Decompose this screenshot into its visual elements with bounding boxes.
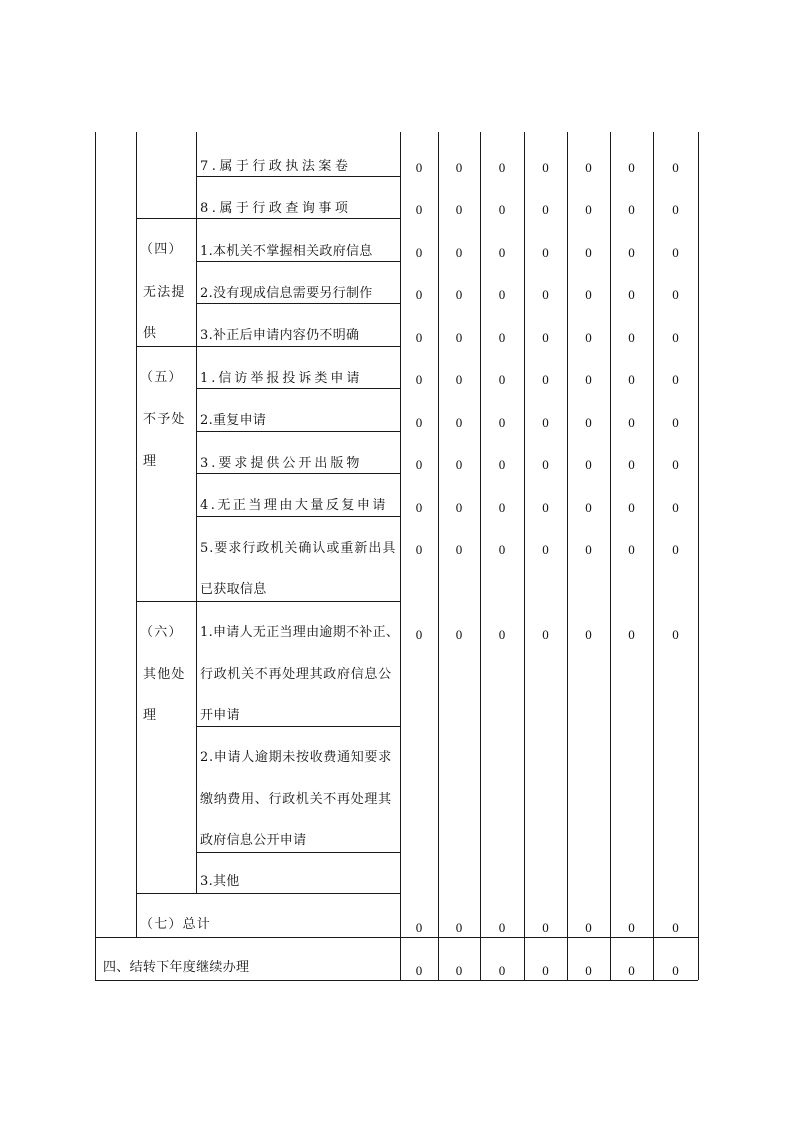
- value-cell: 0: [415, 920, 423, 935]
- value-cell: 0: [542, 287, 549, 302]
- value-cell: 0: [542, 415, 549, 430]
- value-cell: 0: [585, 457, 592, 472]
- values-row: [400, 542, 698, 558]
- values-row: [400, 245, 698, 261]
- value-cell: 0: [585, 627, 592, 642]
- value-cell: 0: [498, 920, 506, 935]
- carry-over-label: 四、结转下年度继续办理: [103, 960, 250, 975]
- section-heading: 不予处: [143, 412, 186, 427]
- value-cell: 0: [585, 202, 592, 217]
- value-cell: 0: [628, 372, 635, 387]
- values-row: [400, 330, 698, 346]
- value-cell: 0: [415, 330, 423, 345]
- values-row: [400, 287, 698, 303]
- value-cell: 0: [585, 287, 592, 302]
- total-label: （七）总计: [140, 917, 212, 932]
- value-cell: 0: [455, 963, 463, 978]
- table-rule: [196, 852, 400, 853]
- value-cell: 0: [628, 542, 635, 557]
- value-cell: 0: [415, 160, 423, 175]
- table-rule: [196, 473, 400, 474]
- item-label: 3.其他: [200, 874, 240, 889]
- section-heading: 理: [143, 708, 158, 723]
- value-cell: 0: [628, 627, 635, 642]
- value-cell: 0: [628, 330, 635, 345]
- section-heading: 供: [143, 326, 158, 341]
- value-cell: 0: [498, 457, 506, 472]
- table-rule: [196, 261, 400, 262]
- table-rule: [136, 601, 400, 602]
- value-cell: 0: [498, 963, 506, 978]
- item-label: 已获取信息: [200, 582, 267, 597]
- values-row: [400, 457, 698, 473]
- values-row: [400, 372, 698, 388]
- table-rule: [196, 431, 400, 432]
- values-row: [400, 627, 698, 643]
- value-cell: 0: [498, 160, 506, 175]
- value-cell: 0: [455, 920, 463, 935]
- value-cell: 0: [672, 457, 679, 472]
- table-border-left: [95, 132, 96, 980]
- table-rule: [196, 176, 400, 177]
- value-cell: 0: [585, 500, 592, 515]
- value-cell: 0: [455, 160, 463, 175]
- section-heading: 理: [143, 454, 158, 469]
- value-cell: 0: [415, 287, 423, 302]
- value-cell: 0: [542, 245, 549, 260]
- value-cell: 0: [455, 500, 463, 515]
- item-label: 2.重复申请: [200, 413, 267, 428]
- table-border-right: [698, 132, 699, 980]
- table-border-bottom: [95, 980, 698, 981]
- value-cell: 0: [498, 245, 506, 260]
- value-cell: 0: [455, 245, 463, 260]
- value-cell: 0: [585, 330, 592, 345]
- value-cell: 0: [585, 160, 592, 175]
- values-row: [400, 202, 698, 218]
- table-rule: [136, 218, 400, 219]
- value-cell: 0: [672, 627, 679, 642]
- value-cell: 0: [628, 415, 635, 430]
- value-cell: 0: [415, 372, 423, 387]
- value-cell: 0: [628, 160, 635, 175]
- value-cell: 0: [672, 415, 679, 430]
- item-label: 行政机关不再处理其政府信息公: [200, 667, 392, 682]
- item-label: 政府信息公开申请: [200, 833, 307, 848]
- item-label: 1.信访举报投诉类申请: [200, 371, 363, 386]
- value-cell: 0: [415, 500, 423, 515]
- item-label: 8.属于行政查询事项: [200, 201, 352, 216]
- item-label: 缴纳费用、行政机关不再处理其: [200, 792, 392, 807]
- item-label: 2.没有现成信息需要另行制作: [200, 286, 373, 301]
- value-cell: 0: [628, 287, 635, 302]
- value-cell: 0: [542, 500, 549, 515]
- value-cell: 0: [455, 627, 463, 642]
- value-cell: 0: [542, 963, 549, 978]
- table-rule: [196, 726, 400, 727]
- value-cell: 0: [542, 372, 549, 387]
- value-cell: 0: [498, 202, 506, 217]
- item-label: 1.本机关不掌握相关政府信息: [200, 244, 373, 259]
- value-cell: 0: [415, 245, 423, 260]
- value-cell: 0: [415, 542, 423, 557]
- value-cell: 0: [585, 372, 592, 387]
- value-cell: 0: [542, 160, 549, 175]
- value-cell: 0: [498, 372, 506, 387]
- values-row: [400, 500, 698, 516]
- value-cell: 0: [628, 245, 635, 260]
- value-cell: 0: [542, 920, 549, 935]
- value-cell: 0: [628, 457, 635, 472]
- value-cell: 0: [498, 627, 506, 642]
- value-cell: 0: [498, 287, 506, 302]
- value-cell: 0: [628, 202, 635, 217]
- value-cell: 0: [455, 372, 463, 387]
- value-cell: 0: [628, 963, 635, 978]
- value-cell: 0: [415, 963, 423, 978]
- values-row: [400, 920, 698, 936]
- value-cell: 0: [672, 330, 679, 345]
- section-heading: 无法提: [143, 285, 186, 300]
- value-cell: 0: [455, 287, 463, 302]
- value-cell: 0: [455, 202, 463, 217]
- value-cell: 0: [498, 415, 506, 430]
- value-cell: 0: [628, 500, 635, 515]
- table-rule: [196, 132, 197, 893]
- value-cell: 0: [628, 920, 635, 935]
- item-label: 4.无正当理由大量反复申请: [200, 498, 388, 513]
- value-cell: 0: [415, 457, 423, 472]
- table-rule: [136, 132, 137, 937]
- value-cell: 0: [672, 963, 679, 978]
- value-cell: 0: [672, 542, 679, 557]
- values-row: [400, 160, 698, 176]
- value-cell: 0: [498, 500, 506, 515]
- item-label: 7.属于行政执法案卷: [200, 159, 352, 174]
- value-cell: 0: [455, 457, 463, 472]
- table-rule: [196, 303, 400, 304]
- value-cell: 0: [585, 245, 592, 260]
- value-cell: 0: [672, 372, 679, 387]
- table-rule: [95, 937, 698, 938]
- section-heading: （五）: [140, 370, 183, 385]
- item-label: 3.要求提供公开出版物: [200, 456, 363, 471]
- table-rule: [196, 388, 400, 389]
- table-rule: [196, 516, 400, 517]
- value-cell: 0: [498, 330, 506, 345]
- value-cell: 0: [415, 627, 423, 642]
- section-heading: 其他处: [143, 667, 186, 682]
- value-cell: 0: [672, 202, 679, 217]
- value-cell: 0: [542, 627, 549, 642]
- table-rule: [136, 346, 400, 347]
- value-cell: 0: [498, 542, 506, 557]
- value-cell: 0: [672, 500, 679, 515]
- value-cell: 0: [455, 415, 463, 430]
- item-label: 5.要求行政机关确认或重新出具: [200, 541, 397, 556]
- value-cell: 0: [455, 542, 463, 557]
- item-label: 1.申请人无正当理由逾期不补正、: [200, 625, 400, 640]
- values-row: [400, 415, 698, 431]
- value-cell: 0: [415, 415, 423, 430]
- item-label: 3.补正后申请内容仍不明确: [200, 328, 360, 343]
- value-cell: 0: [585, 963, 592, 978]
- value-cell: 0: [672, 287, 679, 302]
- value-cell: 0: [672, 160, 679, 175]
- item-label: 开申请: [200, 708, 240, 723]
- value-cell: 0: [415, 202, 423, 217]
- table-rule: [136, 893, 400, 894]
- value-cell: 0: [542, 457, 549, 472]
- value-cell: 0: [542, 330, 549, 345]
- value-cell: 0: [672, 920, 679, 935]
- section-heading: （六）: [140, 625, 183, 640]
- value-cell: 0: [542, 202, 549, 217]
- value-cell: 0: [455, 330, 463, 345]
- value-cell: 0: [672, 245, 679, 260]
- value-cell: 0: [585, 542, 592, 557]
- section-heading: （四）: [140, 242, 183, 257]
- item-label: 2.申请人逾期未按收费通知要求: [200, 750, 392, 765]
- values-row: [400, 963, 698, 979]
- value-cell: 0: [585, 920, 592, 935]
- value-cell: 0: [585, 415, 592, 430]
- value-cell: 0: [542, 542, 549, 557]
